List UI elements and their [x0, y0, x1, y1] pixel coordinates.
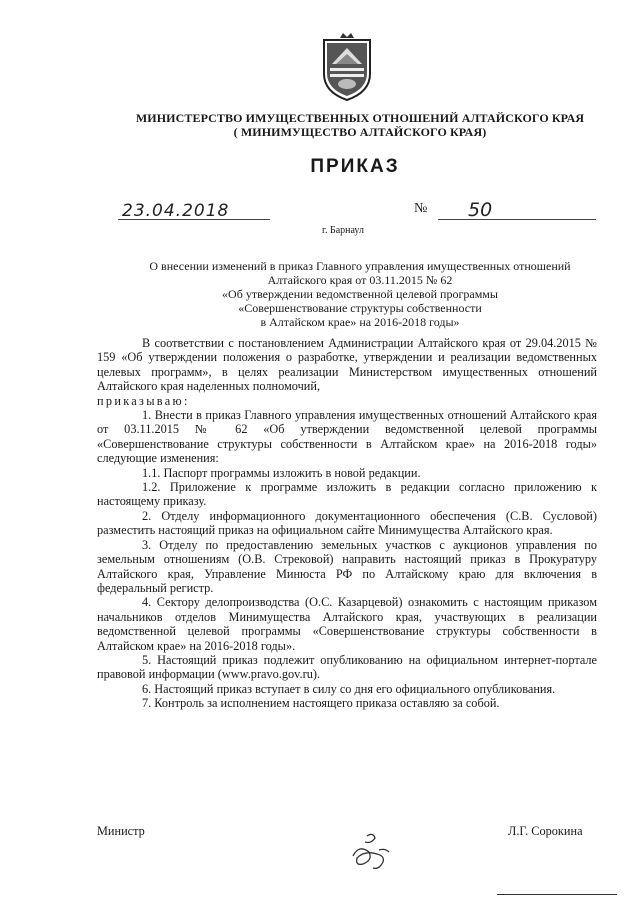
subject-line: «Об утверждении ведомственной целевой программы — [222, 287, 498, 301]
altai-coat-of-arms-icon — [318, 30, 376, 102]
signer-name: Л.Г. Сорокина — [508, 824, 583, 838]
order-item: 5. Настоящий приказ подлежит опубликованию на официальном интернет-портале правовой информации (www.pravo.gov.ru). — [97, 652, 597, 682]
subject-line: «Совершенствование структуры собственности — [238, 301, 482, 315]
document-subject — [100, 259, 620, 329]
ministry-short-name: ( МИНИМУЩЕСТВО АЛТАЙСКОГО КРАЯ) — [233, 125, 487, 139]
ministry-name: МИНИСТЕРСТВО ИМУЩЕСТВЕННЫХ ОТНОШЕНИЙ АЛТАЙСКОГО КРАЯ — [135, 111, 585, 125]
handwritten-signature-icon — [345, 830, 395, 875]
subject-line: в Алтайском крае» на 2016-2018 годы» — [260, 315, 460, 329]
document-number: 50 — [468, 199, 493, 221]
number-field — [438, 199, 596, 220]
order-item: 1. Внести в приказ Главного управления имущественных отношений Алтайского края от 03.11.2015 № 62 «Об утверждении ведомственной целевой программы «Совершенствование структуры собственности в Алтайском крае» на 2016-2018 годы» следующие изменения: — [97, 408, 597, 466]
order-item: 1.2. Приложение к программе изложить в редакции согласно приложению к настоящему приказу. — [97, 480, 597, 509]
order-item: 7. Контроль за исполнением настоящего приказа оставляю за собой. — [142, 696, 500, 711]
order-item: 3. Отделу по предоставлению земельных участков с аукционов управления по земельным отношениям (О.В. Стрековой) направить настоящий приказ в Прокуратуру Алтайского края, Управление Минюста РФ по Алтайскому краю для включения в федеральный регистр. — [97, 537, 597, 595]
order-item: 1.1. Паспорт программы изложить в новой редакции. — [142, 465, 421, 480]
order-item: 6. Настоящий приказ вступает в силу со дня его официального опубликования. — [142, 681, 556, 696]
subject-line: О внесении изменений в приказ Главного управления имущественных отношений — [149, 259, 571, 273]
order-word: приказываю: — [97, 393, 190, 408]
signer-position: Министр — [97, 824, 145, 838]
date-field — [118, 199, 270, 220]
order-item: 4. Сектору делопроизводства (О.С. Казарцевой) ознакомить с настоящим приказом начальников отделов Минимущества Алтайского края, участвующих в реализации ведомственной целевой программы «Совершенствование структуры собственности в Алтайском крае» на 2016-2018 годы». — [97, 595, 597, 653]
document-title: ПРИКАЗ — [310, 156, 400, 177]
number-sign: № — [414, 201, 428, 216]
document-date: 23.04.2018 — [122, 201, 230, 221]
document-body — [97, 336, 597, 711]
subject-line: Алтайского края от 03.11.2015 № 62 — [267, 273, 453, 287]
order-item: 2. Отделу информационного документационного обеспечения (С.В. Сусловой) разместить настоящий приказ на официальном сайте Минимущества Алтайского края. — [97, 508, 597, 538]
city-label: г. Барнаул — [322, 225, 364, 236]
divider — [497, 894, 617, 895]
preamble-paragraph: В соответствии с постановлением Администрации Алтайского края от 29.04.2015 № 159 «Об утверждении положения о разработке, утверждении и реализации ведомственных целевых программ», в целях реализации Министерством имущественных отношений Алтайского края наделенных полномочий, — [97, 336, 597, 394]
